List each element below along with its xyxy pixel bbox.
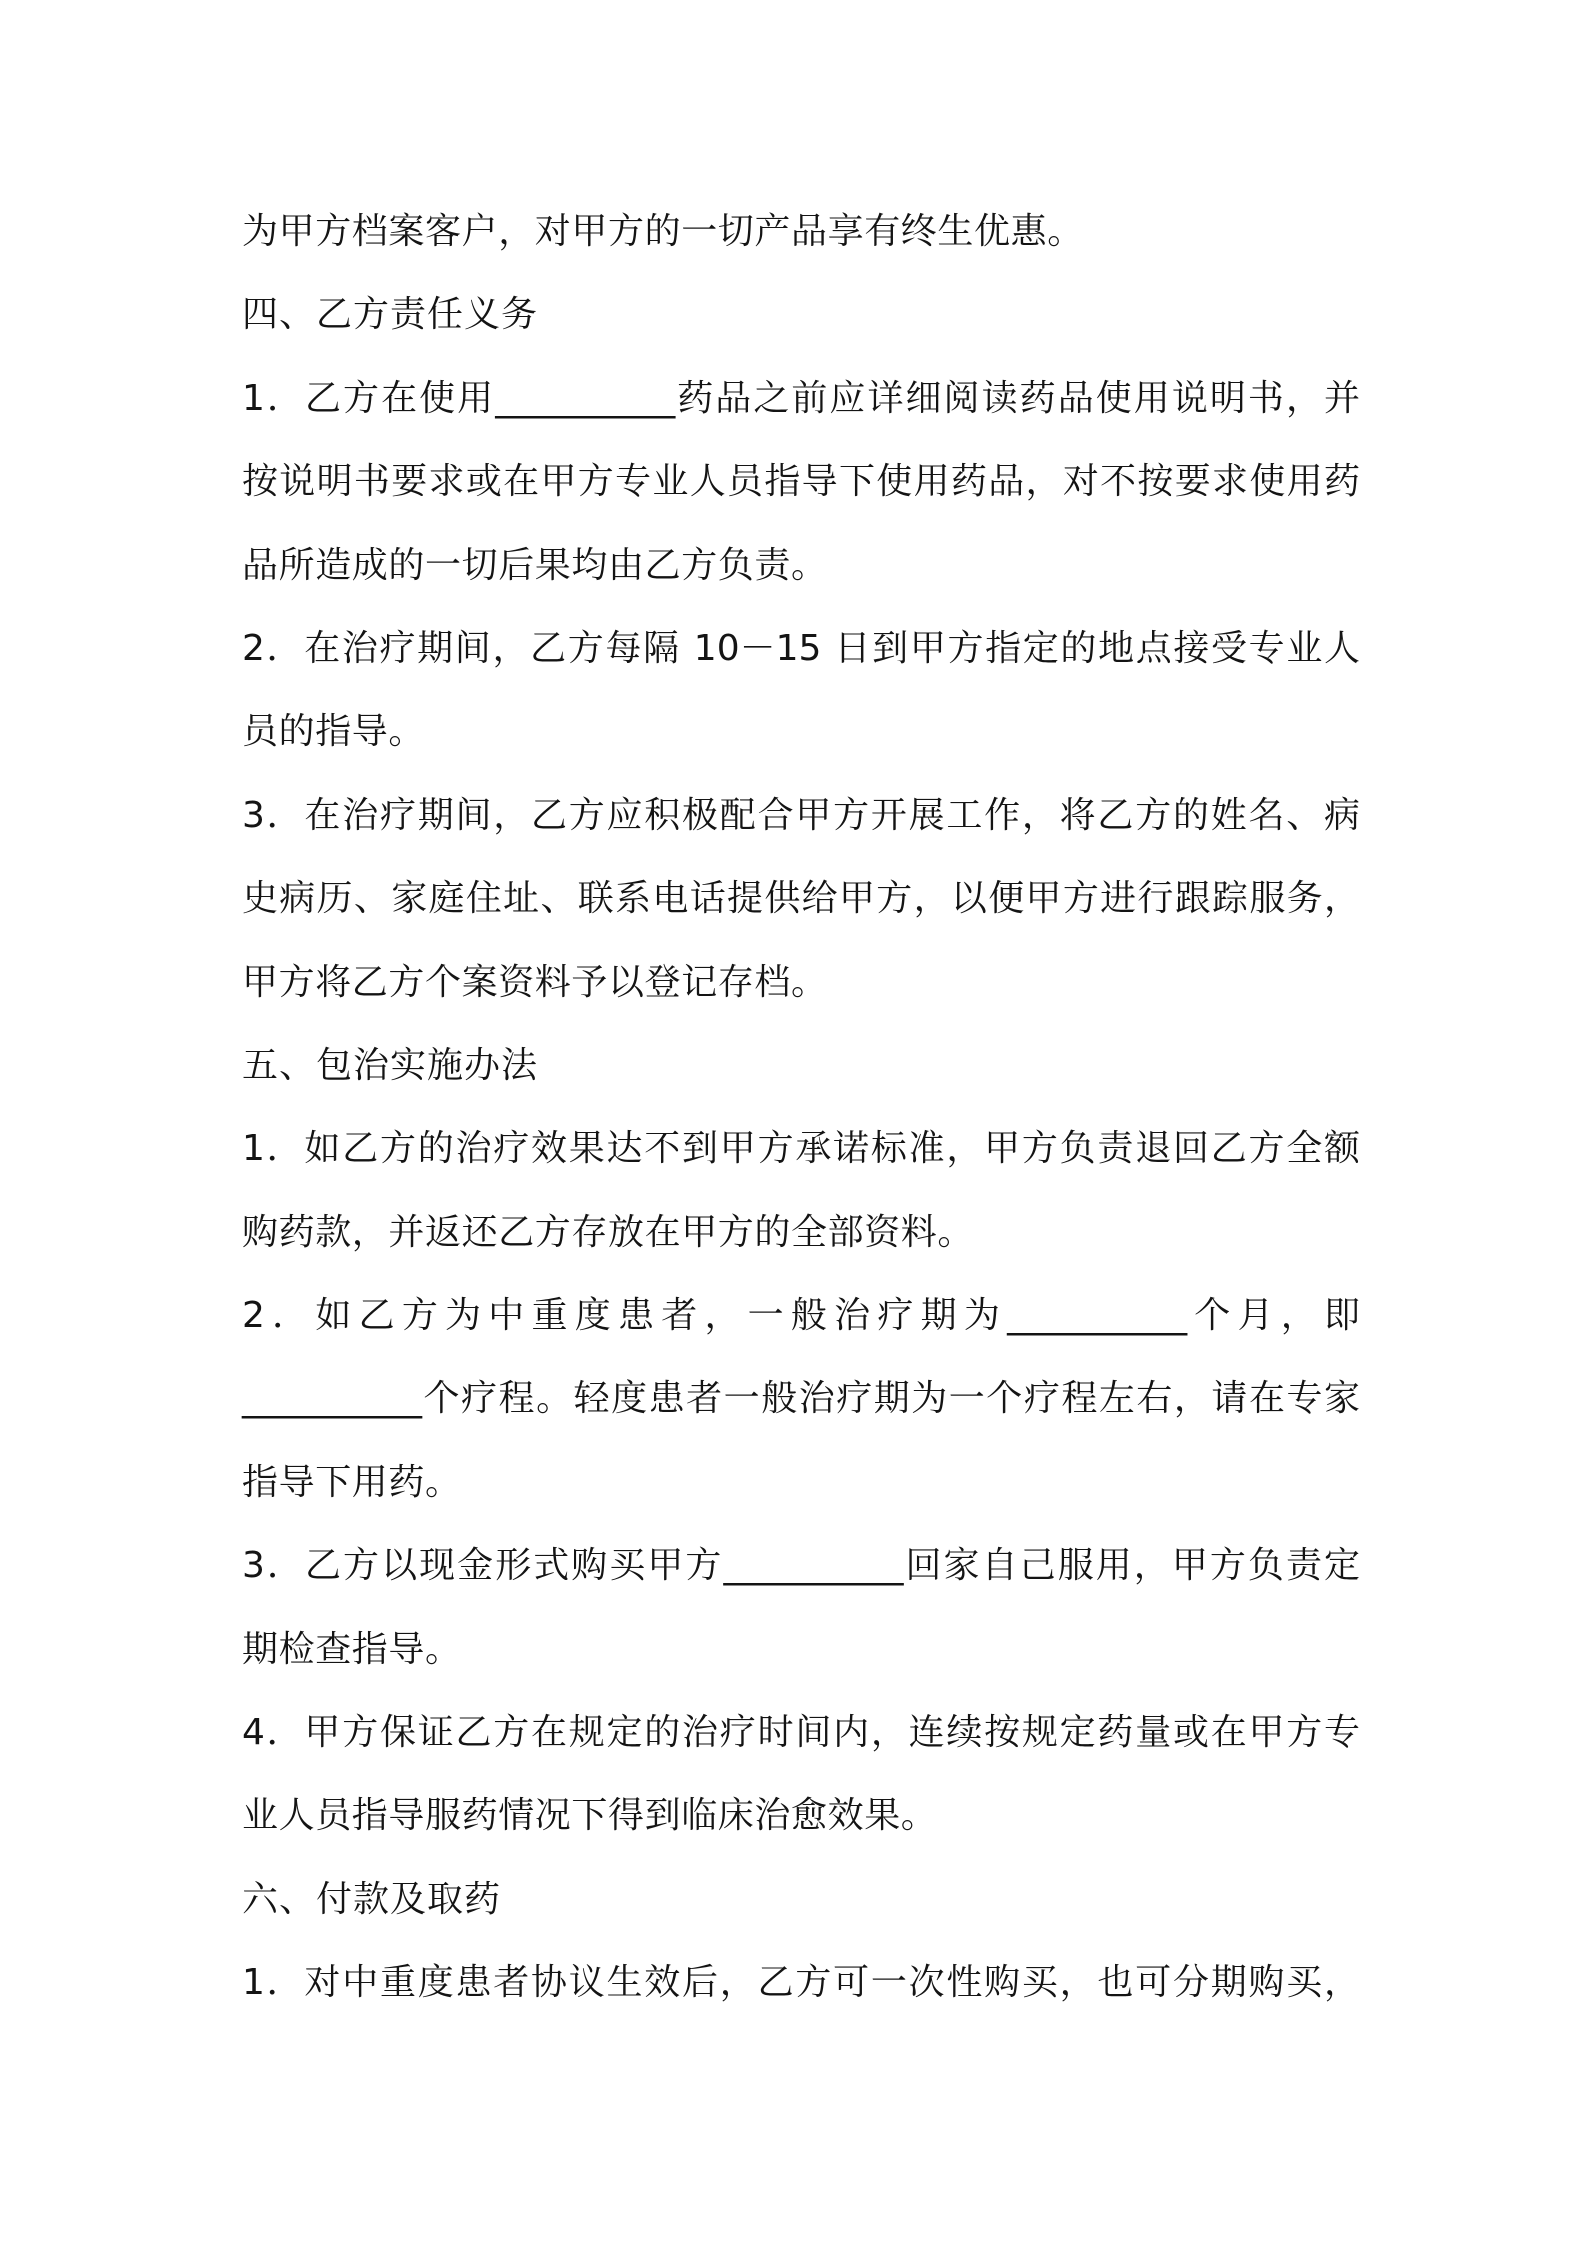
text-line: 3．乙方以现金形式购买甲方__________回家自己服用，甲方负责定 (242, 1545, 1360, 1587)
text-line: 业人员指导服药情况下得到临床治愈效果。 (242, 1795, 938, 1837)
text-line: 指导下用药。 (242, 1461, 462, 1503)
text-line: 按说明书要求或在甲方专业人员指导下使用药品，对不按要求使用药 (242, 461, 1360, 503)
section-heading: 五、包治实施办法 (242, 1044, 539, 1086)
text-line: 4．甲方保证乙方在规定的治疗时间内，连续按规定药量或在甲方专 (242, 1712, 1360, 1754)
text-line: 1．如乙方的治疗效果达不到甲方承诺标准，甲方负责退回乙方全额 (242, 1128, 1360, 1170)
text-line: 员的指导。 (242, 711, 426, 753)
text-line: 1．乙方在使用__________药品之前应详细阅读药品使用说明书，并 (242, 377, 1360, 419)
section-heading: 四、乙方责任义务 (242, 294, 539, 336)
section-heading: 六、付款及取药 (242, 1878, 502, 1920)
text-line: 2．在治疗期间，乙方每隔 10－15 日到甲方指定的地点接受专业人 (242, 627, 1360, 669)
text-line: 2．如乙方为中重度患者，一般治疗期为__________个月，即 (242, 1295, 1360, 1337)
text-line: 1．对中重度患者协议生效后，乙方可一次性购买，也可分期购买， (242, 1962, 1360, 2004)
text-line: 史病历、家庭住址、联系电话提供给甲方，以便甲方进行跟踪服务， (242, 878, 1360, 920)
text-line: __________个疗程。轻度患者一般治疗期为一个疗程左右，请在专家 (242, 1378, 1360, 1420)
text-line: 甲方将乙方个案资料予以登记存档。 (242, 961, 828, 1003)
text-line: 3．在治疗期间，乙方应积极配合甲方开展工作，将乙方的姓名、病 (242, 794, 1360, 836)
text-line: 期检查指导。 (242, 1628, 462, 1670)
text-line: 为甲方档案客户，对甲方的一切产品享有终生优惠。 (242, 211, 1084, 252)
document-body (242, 190, 1360, 2025)
text-line: 购药款，并返还乙方存放在甲方的全部资料。 (242, 1211, 975, 1253)
text-line: 品所造成的一切后果均由乙方负责。 (242, 544, 828, 586)
